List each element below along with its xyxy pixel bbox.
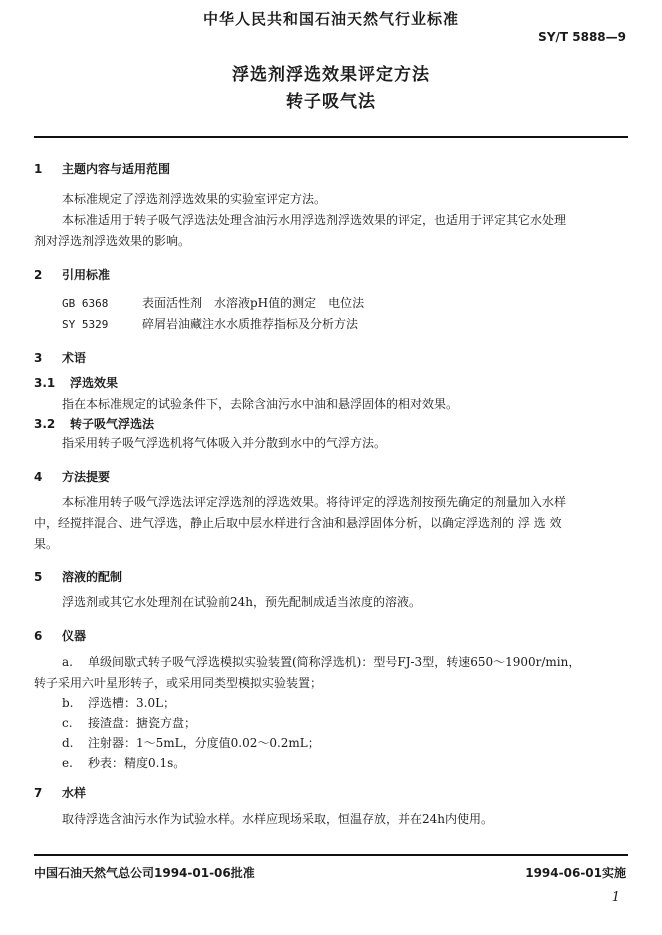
paragraph: 本标准用转子吸气浮选法评定浮选剂的浮选效果。将待评定的浮选剂按预先确定的剂量加入水样	[62, 495, 567, 509]
instrument-item	[62, 754, 185, 771]
reference-title: 碎屑岩油藏注水水质推荐指标及分析方法	[142, 317, 359, 331]
reference-code: GB 6368	[62, 297, 109, 310]
paragraph-continuation: 剂对浮选剂浮选效果的影响。	[34, 234, 191, 248]
section-4-heading	[34, 468, 110, 485]
paragraph: 浮选剂或其它水处理剂在试验前24h，预先配制成适当浓度的溶液。	[62, 595, 422, 609]
paragraph: 本标准规定了浮选剂浮选效果的实验室评定方法。	[62, 192, 327, 206]
section-number: 2	[34, 268, 43, 282]
item-label: c.	[62, 716, 73, 730]
paragraph-continuation: 中，经搅拌混合、进气浮选，静止后取中层水样进行含油和悬浮固体分析，以确定浮选剂的 浮 选 效	[34, 516, 562, 530]
section-number: 1	[34, 162, 43, 176]
section-6-heading	[34, 627, 86, 644]
subsection-3-2-heading	[34, 415, 154, 432]
section-title: 方法提要	[62, 470, 111, 484]
reference-code: SY 5329	[62, 318, 109, 331]
section-number: 6	[34, 629, 43, 643]
item-label: a.	[62, 655, 73, 669]
section-3-heading	[34, 349, 86, 366]
section-title: 溶液的配制	[62, 570, 123, 584]
item-text: 秒表：精度0.1s。	[88, 756, 186, 770]
section-5-heading	[34, 568, 122, 585]
subsection-title: 转子吸气浮选法	[70, 417, 155, 431]
subsection-3-1-heading	[34, 374, 118, 391]
section-title: 引用标准	[62, 268, 111, 282]
section-number: 7	[34, 786, 43, 800]
item-text: 浮选槽：3.0L；	[88, 696, 176, 710]
section-title: 术语	[62, 351, 87, 365]
reference-item	[62, 294, 364, 311]
page-number: 1	[611, 890, 620, 905]
item-text: 注射器：1～5mL，分度值0.02～0.2mL；	[88, 736, 320, 750]
section-title: 主题内容与适用范围	[62, 162, 171, 176]
approval-info: 中国石油天然气总公司1994-01-06批准	[34, 866, 255, 880]
issuing-body: 中华人民共和国石油天然气行业标准	[202, 10, 459, 28]
section-title: 水样	[62, 786, 87, 800]
section-number: 5	[34, 570, 43, 584]
document-subtitle: 转子吸气法	[286, 92, 376, 112]
instrument-item-continuation: 转子采用六叶星形转子，或采用同类型模拟实验装置；	[34, 676, 323, 690]
instrument-item	[62, 694, 175, 711]
document-title: 浮选剂浮选效果评定方法	[232, 65, 430, 85]
subsection-number: 3.1	[34, 376, 56, 390]
item-text: 单级间歇式转子吸气浮选模拟实验装置(简称浮选机)：型号FJ-3型，转速650～1900r/min，	[88, 655, 581, 669]
instrument-item	[62, 653, 580, 670]
reference-item	[62, 315, 358, 332]
item-label: e.	[62, 756, 73, 770]
effective-date: 1994-06-01实施	[525, 866, 626, 880]
instrument-item	[62, 734, 320, 751]
item-label: b.	[62, 696, 74, 710]
subsection-number: 3.2	[34, 417, 56, 431]
instrument-item	[62, 714, 196, 731]
paragraph: 取待浮选含油污水作为试验水样。水样应现场采取，恒温存放，并在24h内使用。	[62, 812, 494, 826]
section-title: 仪器	[62, 629, 87, 643]
reference-title: 表面活性剂 水溶液pH值的测定 电位法	[142, 296, 365, 310]
section-2-heading	[34, 266, 110, 283]
item-label: d.	[62, 736, 74, 750]
item-text: 接渣盘：搪瓷方盘；	[88, 716, 197, 730]
paragraph: 本标准适用于转子吸气浮选法处理含油污水用浮选剂浮选效果的评定，也适用于评定其它水处理	[62, 213, 567, 227]
footer-rule	[34, 854, 628, 856]
subsection-title: 浮选效果	[70, 376, 119, 390]
standard-code: SY/T 5888—9	[538, 30, 626, 44]
header-rule	[34, 136, 628, 138]
definition: 指在本标准规定的试验条件下，去除含油污水中油和悬浮固体的相对效果。	[62, 397, 459, 411]
section-7-heading	[34, 784, 86, 801]
definition: 指采用转子吸气浮选机将气体吸入并分散到水中的气浮方法。	[62, 436, 387, 450]
section-1-heading	[34, 160, 170, 177]
paragraph-continuation: 果。	[34, 537, 59, 551]
section-number: 3	[34, 351, 43, 365]
section-number: 4	[34, 470, 43, 484]
